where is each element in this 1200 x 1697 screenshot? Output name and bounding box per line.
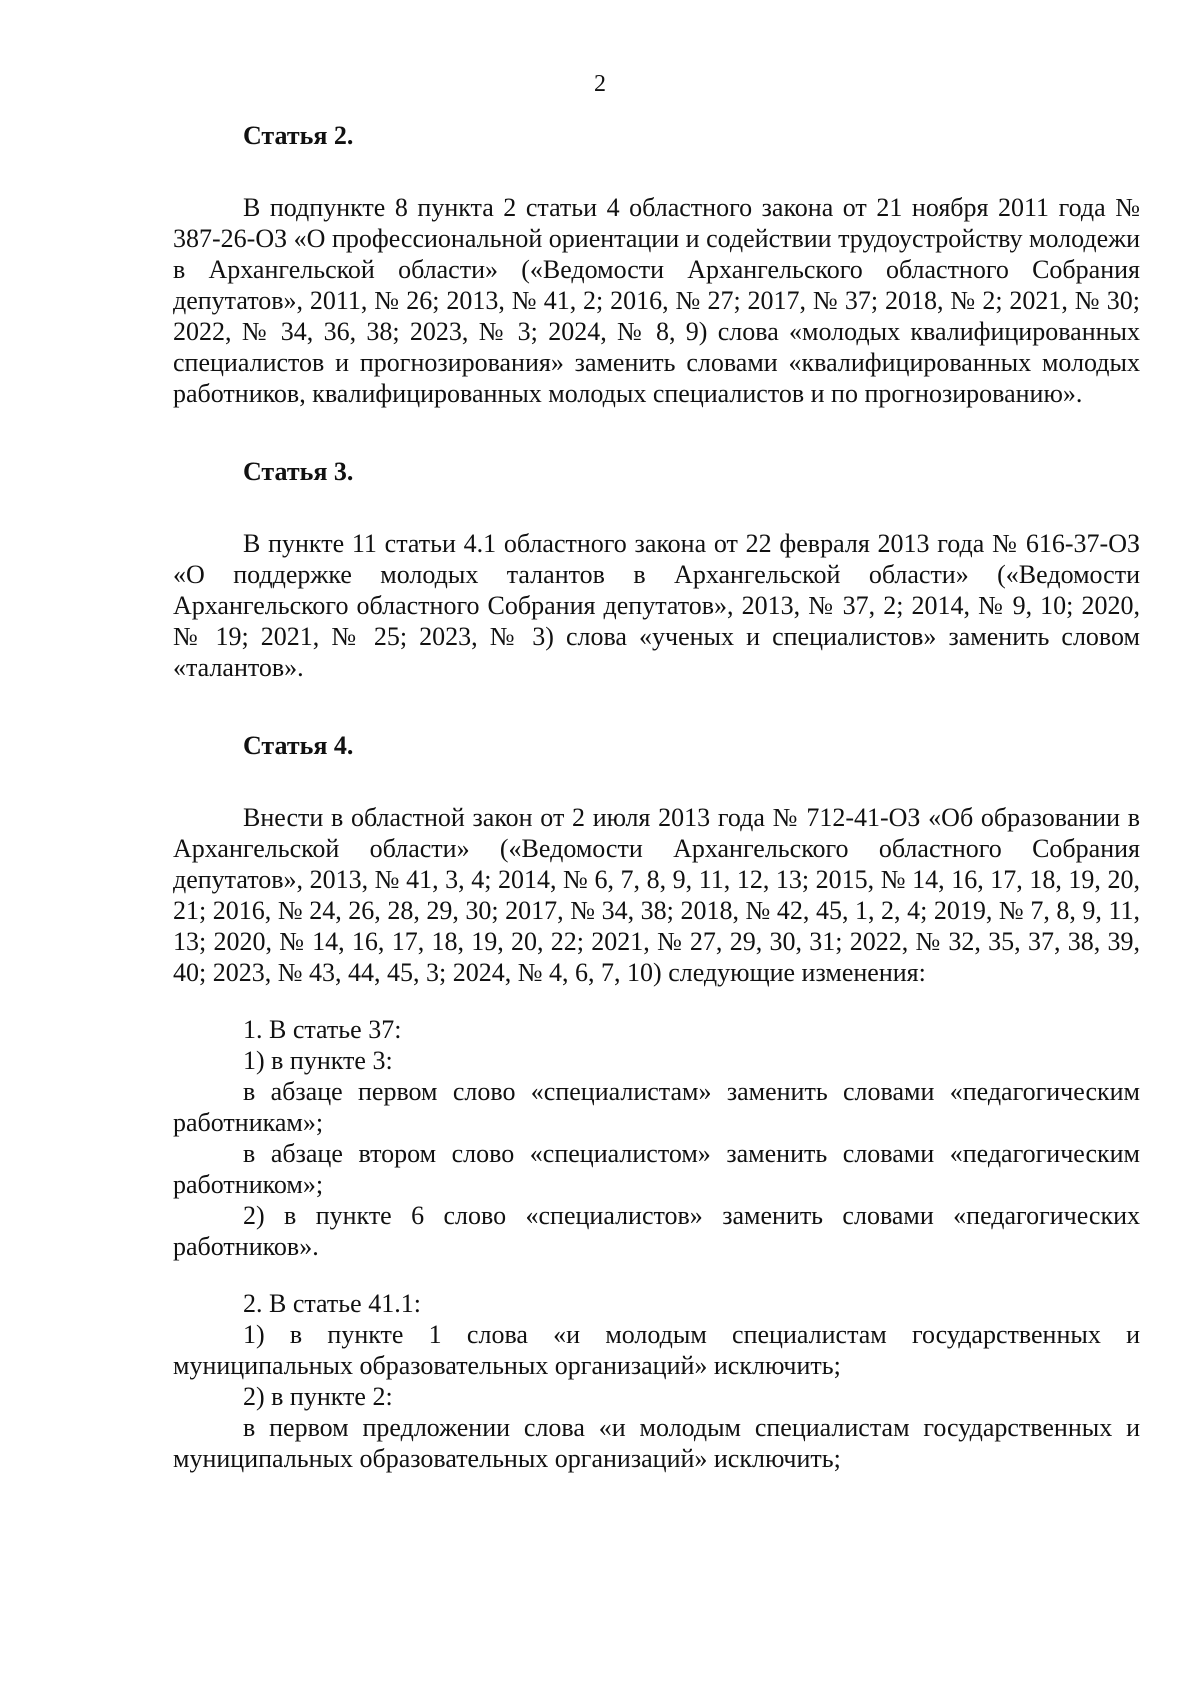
article-3-text: В пункте 11 статьи 4.1 областного закона от 22 февраля 2013 года № 616-37-ОЗ «О поддержке молодых талантов в Архангельской области» («Ведомости Архангельского областного Собрания депутатов», 2013, № 37, 2; 2014, № 9, 10; 2020, № 19; 2021, № 25; 2023, № 3) слова «ученых и специалистов» заменить словом «талантов». [173, 529, 1140, 682]
item-2-sub-2-line-1: в первом предложении слова «и молодым специалистам государственных и муниципальных образовательных организаций» исключить; [173, 1413, 1140, 1473]
document-body [173, 112, 1140, 1474]
item-1-heading: 1. В статье 37: [243, 1015, 402, 1044]
item-1-sub-2: 2) в пункте 6 слово «специалистов» заменить словами «педагогических работников». [173, 1201, 1140, 1261]
article-4-intro: Внести в областной закон от 2 июля 2013 года № 712-41-ОЗ «Об образовании в Архангельской области» («Ведомости Архангельского областного Собрания депутатов», 2013, № 41, 3, 4; 2014, № 6, 7, 8, 9, 11, 12, 13; 2015, № 14, 16, 17, 18, 19, 20, 21; 2016, № 24, 26, 28, 29, 30; 2017, № 34, 38; 2018, № 42, 45, 1, 2, 4; 2019, № 7, 8, 9, 11, 13; 2020, № 14, 16, 17, 18, 19, 20, 22; 2021, № 27, 29, 30, 31; 2022, № 32, 35, 37, 38, 39, 40; 2023, № 43, 44, 45, 3; 2024, № 4, 6, 7, 10) следующие изменения: [173, 803, 1140, 987]
article-2-title: Статья 2. [243, 121, 354, 150]
item-2-heading: 2. В статье 41.1: [243, 1289, 421, 1318]
article-4-title: Статья 4. [243, 731, 354, 760]
page-number: 2 [594, 71, 606, 97]
article-2-text: В подпункте 8 пункта 2 статьи 4 областного закона от 21 ноября 2011 года № 387-26-ОЗ «О профессиональной ориентации и содействии трудоустройству молодежи в Архангельской области» («Ведомости Архангельского областного Собрания депутатов», 2011, № 26; 2013, № 41, 2; 2016, № 27; 2017, № 37; 2018, № 2; 2021, № 30; 2022, № 34, 36, 38; 2023, № 3; 2024, № 8, 9) слова «молодых квалифицированных специалистов и прогнозирования» заменить словами «квалифицированных молодых работников, квалифицированных молодых специалистов и по прогнозированию». [173, 193, 1140, 408]
item-1-sub-1: 1) в пункте 3: [243, 1046, 393, 1075]
item-2-sub-1: 1) в пункте 1 слова «и молодым специалистам государственных и муниципальных образовательных организаций» исключить; [173, 1320, 1140, 1380]
item-1-sub-1-line-2: в абзаце втором слово «специалистом» заменить словами «педагогическим работником»; [173, 1139, 1140, 1199]
item-2-sub-2: 2) в пункте 2: [243, 1382, 393, 1411]
article-3-title: Статья 3. [243, 457, 354, 486]
item-1-sub-1-line-1: в абзаце первом слово «специалистам» заменить словами «педагогическим работникам»; [173, 1077, 1140, 1137]
